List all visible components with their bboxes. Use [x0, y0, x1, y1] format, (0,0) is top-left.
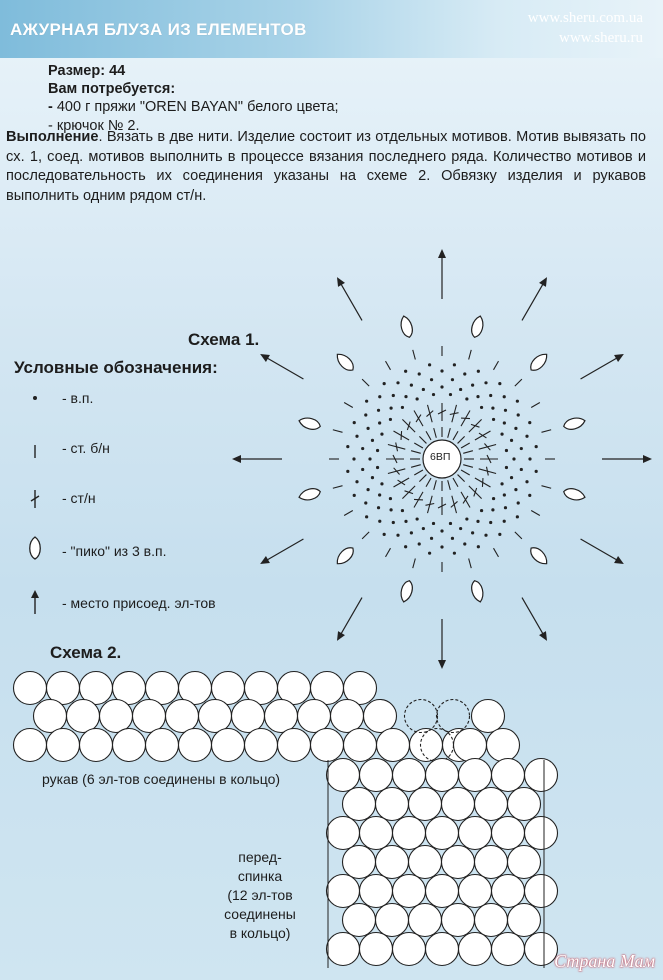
motif-circle	[487, 729, 520, 762]
motif-circle	[327, 817, 360, 850]
motif-circle	[278, 729, 311, 762]
legend-sc-label: - ст. б/н	[62, 440, 110, 456]
connector-circle	[405, 700, 438, 733]
motif-circle	[426, 817, 459, 850]
motif-circle	[459, 759, 492, 792]
motif-circle	[459, 817, 492, 850]
motif-circle	[360, 759, 393, 792]
body-caption-line: спинка	[237, 868, 283, 884]
instructions-label: Выполнение	[6, 129, 99, 145]
connector-circle	[437, 700, 470, 733]
motif-circle	[376, 788, 409, 821]
legend-join-label: - место присоед. эл-тов	[62, 595, 216, 611]
motif-circle	[113, 729, 146, 762]
motif-circle	[426, 875, 459, 908]
motif-circle	[133, 700, 166, 733]
motif-circle	[298, 700, 331, 733]
motif-circle	[426, 759, 459, 792]
motif-circle	[80, 729, 113, 762]
materials-item-yarn-text: 400 г пряжи "OREN BAYAN" белого цвета;	[56, 99, 339, 115]
motif-circle	[393, 875, 426, 908]
scheme1-title: Схема 1.	[188, 330, 260, 349]
motif-circle	[376, 846, 409, 879]
materials-heading: Вам потребуется:	[48, 81, 176, 97]
motif-circle	[426, 933, 459, 966]
motif-circle	[377, 729, 410, 762]
size-line: Размер: 44	[48, 63, 126, 79]
motif-circle	[475, 904, 508, 937]
motif-circle	[492, 759, 525, 792]
legend-picot-label: - "пико" из 3 в.п.	[62, 543, 167, 559]
motif-circle	[14, 729, 47, 762]
legend-dc-label: - ст/н	[62, 490, 96, 506]
motif-circle	[454, 729, 487, 762]
motif-circle	[67, 700, 100, 733]
legend-title: Условные обозначения:	[14, 358, 218, 377]
motif-circle	[393, 817, 426, 850]
motif-circle	[410, 729, 443, 762]
motif-circle	[409, 788, 442, 821]
motif-circle	[199, 700, 232, 733]
motif-circle	[245, 729, 278, 762]
motif-circle	[508, 904, 541, 937]
motif-circle	[492, 875, 525, 908]
motif-circle	[146, 729, 179, 762]
motif-circle	[459, 875, 492, 908]
motif-circle	[364, 700, 397, 733]
motif-circle	[232, 700, 265, 733]
motif-circle	[212, 729, 245, 762]
motif-circle	[311, 729, 344, 762]
page-title: АЖУРНАЯ БЛУЗА ИЗ ЕЛЕМЕНТОВ	[10, 20, 307, 39]
motif-circle	[100, 700, 133, 733]
motif-circle	[525, 933, 558, 966]
motif-circle	[47, 729, 80, 762]
motif-circle	[360, 817, 393, 850]
motif-circle	[327, 759, 360, 792]
sleeve-caption: рукав (6 эл-тов соединены в кольцо)	[42, 771, 281, 787]
motif-circle	[525, 817, 558, 850]
motif-circle	[14, 672, 47, 705]
legend-chain-label: - в.п.	[62, 390, 94, 406]
motif-circle	[393, 933, 426, 966]
motif-circle	[343, 788, 376, 821]
motif-circle	[343, 846, 376, 879]
motif-circle	[525, 759, 558, 792]
motif-circle	[492, 933, 525, 966]
watermark-logo: Страна Мам	[554, 951, 655, 971]
body-caption-line: в кольцо)	[229, 925, 291, 941]
motif-circle	[327, 875, 360, 908]
materials-item-dash: -	[48, 99, 57, 115]
motif-circle	[360, 875, 393, 908]
materials-item-hook: - крючок № 2.	[48, 118, 140, 134]
motif-circle	[343, 904, 376, 937]
motif-circle	[492, 817, 525, 850]
motif-circle	[409, 846, 442, 879]
motif-circle	[331, 700, 364, 733]
motif-circle	[459, 933, 492, 966]
motif-circle	[472, 700, 505, 733]
motif-circle	[34, 700, 67, 733]
motif-circle	[508, 846, 541, 879]
site-link-ru[interactable]: www.sheru.ru	[558, 30, 643, 46]
motif-circle	[344, 729, 377, 762]
motif-circle	[360, 933, 393, 966]
motif-circle	[525, 875, 558, 908]
scheme2-title: Схема 2.	[50, 643, 122, 662]
motif-circle	[393, 759, 426, 792]
motif-circle	[442, 788, 475, 821]
body-caption-line: соединены	[224, 906, 296, 922]
motif-circle	[409, 904, 442, 937]
body-caption	[210, 848, 310, 943]
motif-circle	[442, 846, 475, 879]
motif-circle	[179, 729, 212, 762]
body-caption-line: перед-	[238, 849, 282, 865]
motif-circle	[475, 846, 508, 879]
instructions-text: . Вязать в две нити. Изделие состоит из отдельных мотивов. Мотив вывязать по сх. 1, соед. мотивов выполнить в процессе вязания последнего ряда. Количество мотивов и последовательность их соединения указаны на схеме 2. Обвязку изделия и рукавов выполнить одним рядом ст/н.	[6, 129, 646, 204]
motif-circle	[442, 904, 475, 937]
site-link-com-ua[interactable]: www.sheru.com.ua	[527, 10, 643, 26]
motif-circle	[475, 788, 508, 821]
body-caption-line: (12 эл-тов	[227, 887, 293, 903]
motif-circle	[508, 788, 541, 821]
motif-circle	[265, 700, 298, 733]
motif-center-label: 6ВП	[430, 451, 451, 463]
motif-circle	[327, 933, 360, 966]
motif-circle	[376, 904, 409, 937]
motif-circle	[166, 700, 199, 733]
